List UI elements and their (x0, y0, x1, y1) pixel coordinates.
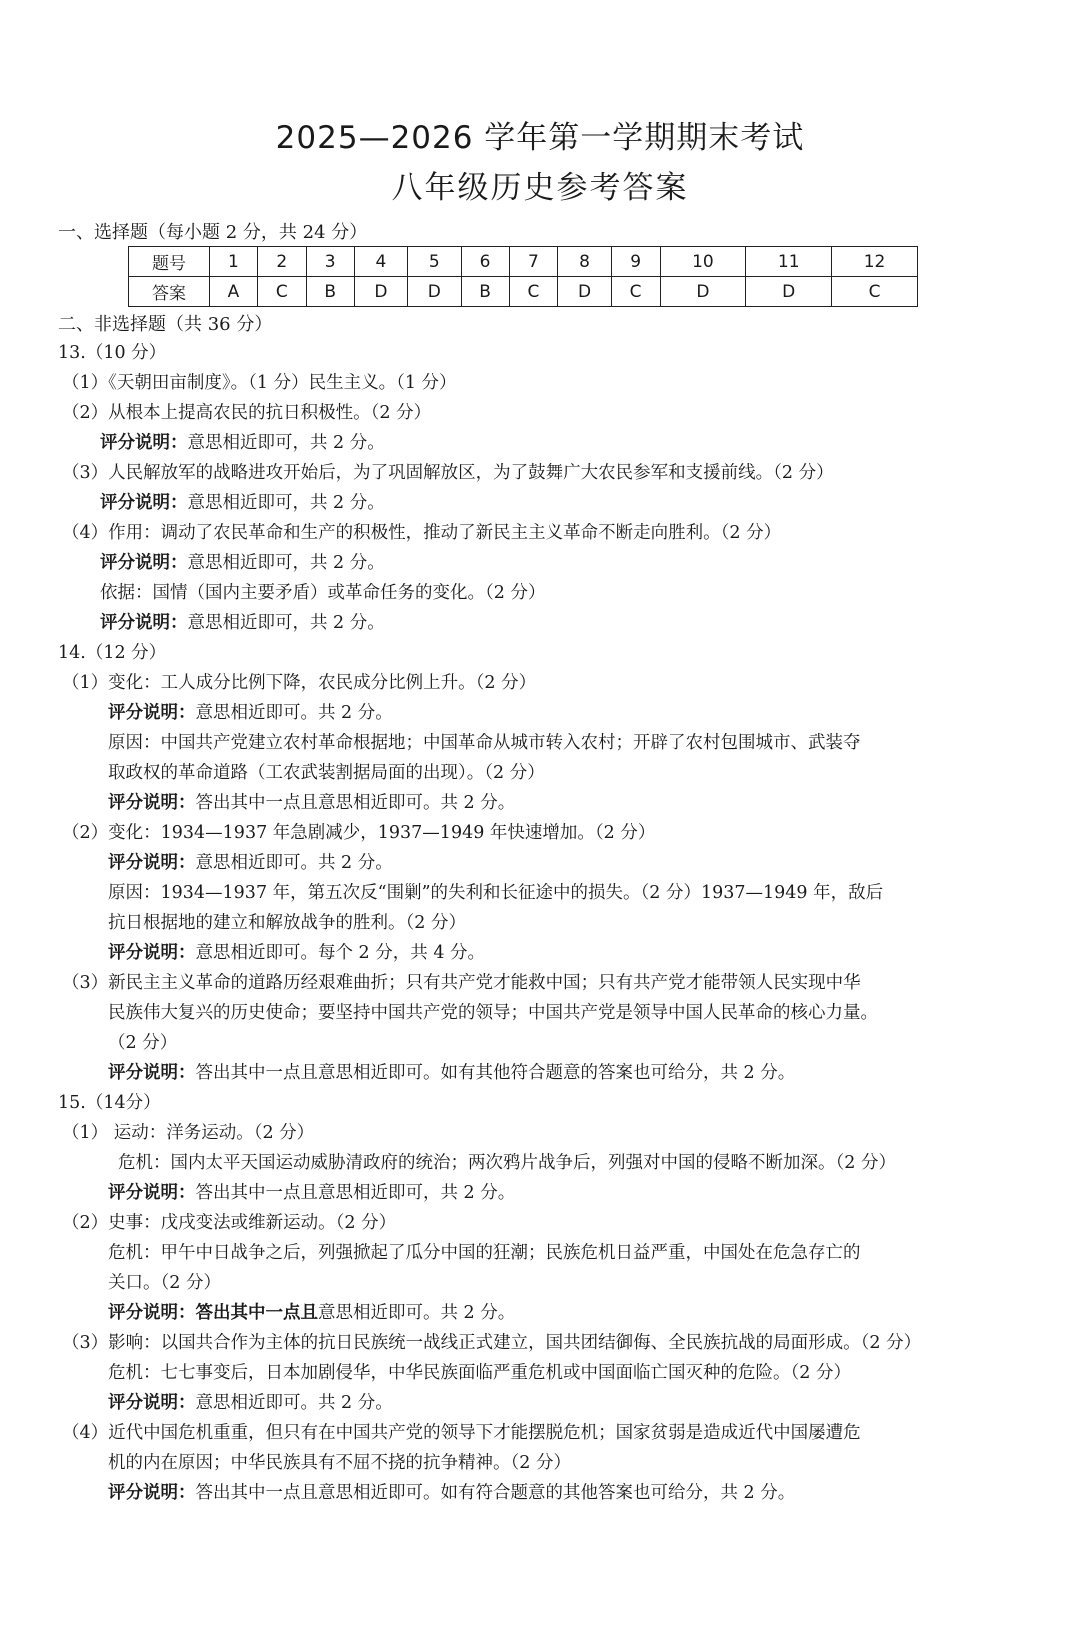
q15-part4: （4）近代中国危机重重，但只有在中国共产党的领导下才能摆脱危机；国家贫弱是造成近代中国屡遭危 (62, 1423, 861, 1443)
table-cell: C (257, 277, 306, 307)
scoring-label: 评分说明： (100, 553, 188, 573)
table-cell: 4 (354, 247, 407, 277)
scoring-label: 评分说明： (108, 1303, 196, 1323)
table-cell: D (746, 277, 832, 307)
table-cell: 10 (660, 247, 746, 277)
table-cell: D (558, 277, 611, 307)
table-cell: 3 (306, 247, 354, 277)
section2-heading: 二、非选择题（共 36 分） (58, 314, 273, 335)
question-15-head: 15.（14分） (58, 1093, 161, 1113)
q15-part3-crisis: 危机：七七事变后，日本加剧侵华，中华民族面临严重危机或中国面临亡国灭种的危险。（2 分） (108, 1363, 851, 1383)
scoring-text: 意思相近即可。共 2 分。 (195, 1393, 393, 1413)
scoring-note (58, 608, 1008, 638)
table-cell: C (611, 277, 660, 307)
q14-part1-reason: 原因：中国共产党建立农村革命根据地；中国革命从城市转入农村；开辟了农村包围城市、武装夺 (108, 733, 861, 753)
q15-part2-crisis: 危机：甲午中日战争之后，列强掀起了瓜分中国的狂潮；民族危机日益严重，中国处在危急存亡的 (108, 1243, 861, 1263)
scoring-text: 意思相近即可，共 2 分。 (187, 493, 385, 513)
table-cell: 2 (257, 247, 306, 277)
scoring-text: 意思相近即可。共 2 分。 (195, 703, 393, 723)
q14-part2: （2）变化：1934—1937 年急剧减少，1937—1949 年快速增加。（2 分） (62, 823, 656, 843)
scoring-note (58, 1298, 1008, 1328)
table-cell: 7 (509, 247, 558, 277)
table-cell: A (210, 277, 258, 307)
scoring-label: 评分说明： (108, 1483, 196, 1503)
scoring-label: 评分说明： (100, 433, 188, 453)
scoring-text-bold: 答出其中一点且 (195, 1303, 318, 1323)
answer-row (129, 277, 918, 307)
scoring-note (58, 1058, 1008, 1088)
scoring-note (58, 1388, 1008, 1418)
scoring-label: 评分说明： (108, 1063, 196, 1083)
q15-part2: （2）史事：戊戌变法或维新运动。（2 分） (62, 1213, 397, 1233)
table-cell: 6 (461, 247, 509, 277)
scoring-text: 意思相近即可，共 2 分。 (187, 613, 385, 633)
scoring-text: 答出其中一点且意思相近即可。如有其他符合题意的答案也可给分，共 2 分。 (195, 1063, 796, 1083)
question-number-row (129, 247, 918, 277)
scoring-label: 评分说明： (108, 1183, 196, 1203)
scoring-label: 评分说明： (108, 943, 196, 963)
table-cell: D (408, 277, 461, 307)
q14-part1-reason-cont: 取政权的革命道路（工农武装割据局面的出现）。（2 分） (108, 763, 545, 783)
scoring-note (58, 548, 1008, 578)
scoring-note (58, 938, 1008, 968)
table-cell: 5 (408, 247, 461, 277)
table-cell: 9 (611, 247, 660, 277)
table-cell: B (306, 277, 354, 307)
q14-part3-cont: 民族伟大复兴的历史使命；要坚持中国共产党的领导；中国共产党是领导中国人民革命的核心力量。 (108, 1003, 878, 1023)
table-row-label: 答案 (129, 277, 210, 307)
q14-part1: （1）变化：工人成分比例下降，农民成分比例上升。（2 分） (62, 673, 537, 693)
scoring-note (58, 788, 1008, 818)
scoring-text: 答出其中一点且意思相近即可，共 2 分。 (195, 1183, 516, 1203)
scoring-note (58, 1178, 1008, 1208)
scoring-text: 答出其中一点且意思相近即可。共 2 分。 (195, 793, 516, 813)
table-cell: C (832, 277, 918, 307)
q15-part2-crisis-cont: 关口。（2 分） (108, 1273, 221, 1293)
q13-part3: （3）人民解放军的战略进攻开始后，为了巩固解放区，为了鼓舞广大农民参军和支援前线。（2 分） (62, 463, 834, 483)
q13-part2: （2）从根本上提高农民的抗日积极性。（2 分） (62, 403, 432, 423)
scoring-text: 意思相近即可，共 2 分。 (187, 553, 385, 573)
scoring-text: 意思相近即可。共 2 分。 (195, 853, 393, 873)
scoring-label: 评分说明： (108, 1393, 196, 1413)
q13-part4: （4）作用：调动了农民革命和生产的积极性，推动了新民主主义革命不断走向胜利。（2 分） (62, 523, 782, 543)
scoring-label: 评分说明： (108, 703, 196, 723)
q14-part3: （3）新民主主义革命的道路历经艰难曲折；只有共产党才能救中国；只有共产党才能带领人民实现中华 (62, 973, 861, 993)
table-cell: D (354, 277, 407, 307)
q13-part4-basis: 依据：国情（国内主要矛盾）或革命任务的变化。（2 分） (100, 583, 546, 603)
q15-part1: （1） 运动：洋务运动。（2 分） (62, 1123, 315, 1143)
scoring-label: 评分说明： (108, 853, 196, 873)
question-14-head: 14.（12 分） (58, 643, 167, 663)
table-cell: 1 (210, 247, 258, 277)
scoring-label: 评分说明： (108, 793, 196, 813)
table-row-label: 题号 (129, 247, 210, 277)
q13-part1: （1）《天朝田亩制度》。（1 分）民生主义。（1 分） (62, 373, 457, 393)
q15-part1-crisis: 危机：国内太平天国运动威胁清政府的统治；两次鸦片战争后，列强对中国的侵略不断加深。（2 分） (118, 1153, 896, 1173)
q15-part4-cont: 机的内在原因；中华民族具有不屈不挠的抗争精神。（2 分） (108, 1453, 571, 1473)
table-cell: D (660, 277, 746, 307)
scoring-note (58, 1478, 1008, 1508)
table-cell: C (509, 277, 558, 307)
q15-part3: （3）影响：以国共合作为主体的抗日民族统一战线正式建立，国共团结御侮、全民族抗战的局面形成。（2 分） (62, 1333, 922, 1353)
scoring-text: 意思相近即可，共 2 分。 (187, 433, 385, 453)
question-13-head: 13.（10 分） (58, 343, 167, 363)
q14-part3-score: （2 分） (108, 1033, 178, 1053)
scoring-text: 意思相近即可。每个 2 分，共 4 分。 (195, 943, 486, 963)
table-cell: 11 (746, 247, 832, 277)
q14-part2-reason: 原因：1934—1937 年，第五次反“围剿”的失利和长征途中的损失。（2 分）1937—1949 年，敌后 (108, 883, 884, 903)
section1-heading: 一、选择题（每小题 2 分，共 24 分） (58, 222, 368, 243)
scoring-note (58, 428, 1008, 458)
scoring-label: 评分说明： (100, 613, 188, 633)
scoring-text: 意思相近即可。共 2 分。 (318, 1303, 516, 1323)
scoring-note (58, 848, 1008, 878)
table-cell: B (461, 277, 509, 307)
answer-table (128, 246, 918, 307)
scoring-text: 答出其中一点且意思相近即可。如有符合题意的其他答案也可给分，共 2 分。 (195, 1483, 796, 1503)
table-cell: 12 (832, 247, 918, 277)
scoring-label: 评分说明： (100, 493, 188, 513)
table-cell: 8 (558, 247, 611, 277)
q14-part2-reason-cont: 抗日根据地的建立和解放战争的胜利。（2 分） (108, 913, 466, 933)
scoring-note (58, 698, 1008, 728)
exam-title: 2025—2026 学年第一学期期末考试 (275, 120, 805, 156)
scoring-note (58, 488, 1008, 518)
answer-body (58, 338, 1008, 1508)
exam-subtitle: 八年级历史参考答案 (391, 170, 689, 206)
